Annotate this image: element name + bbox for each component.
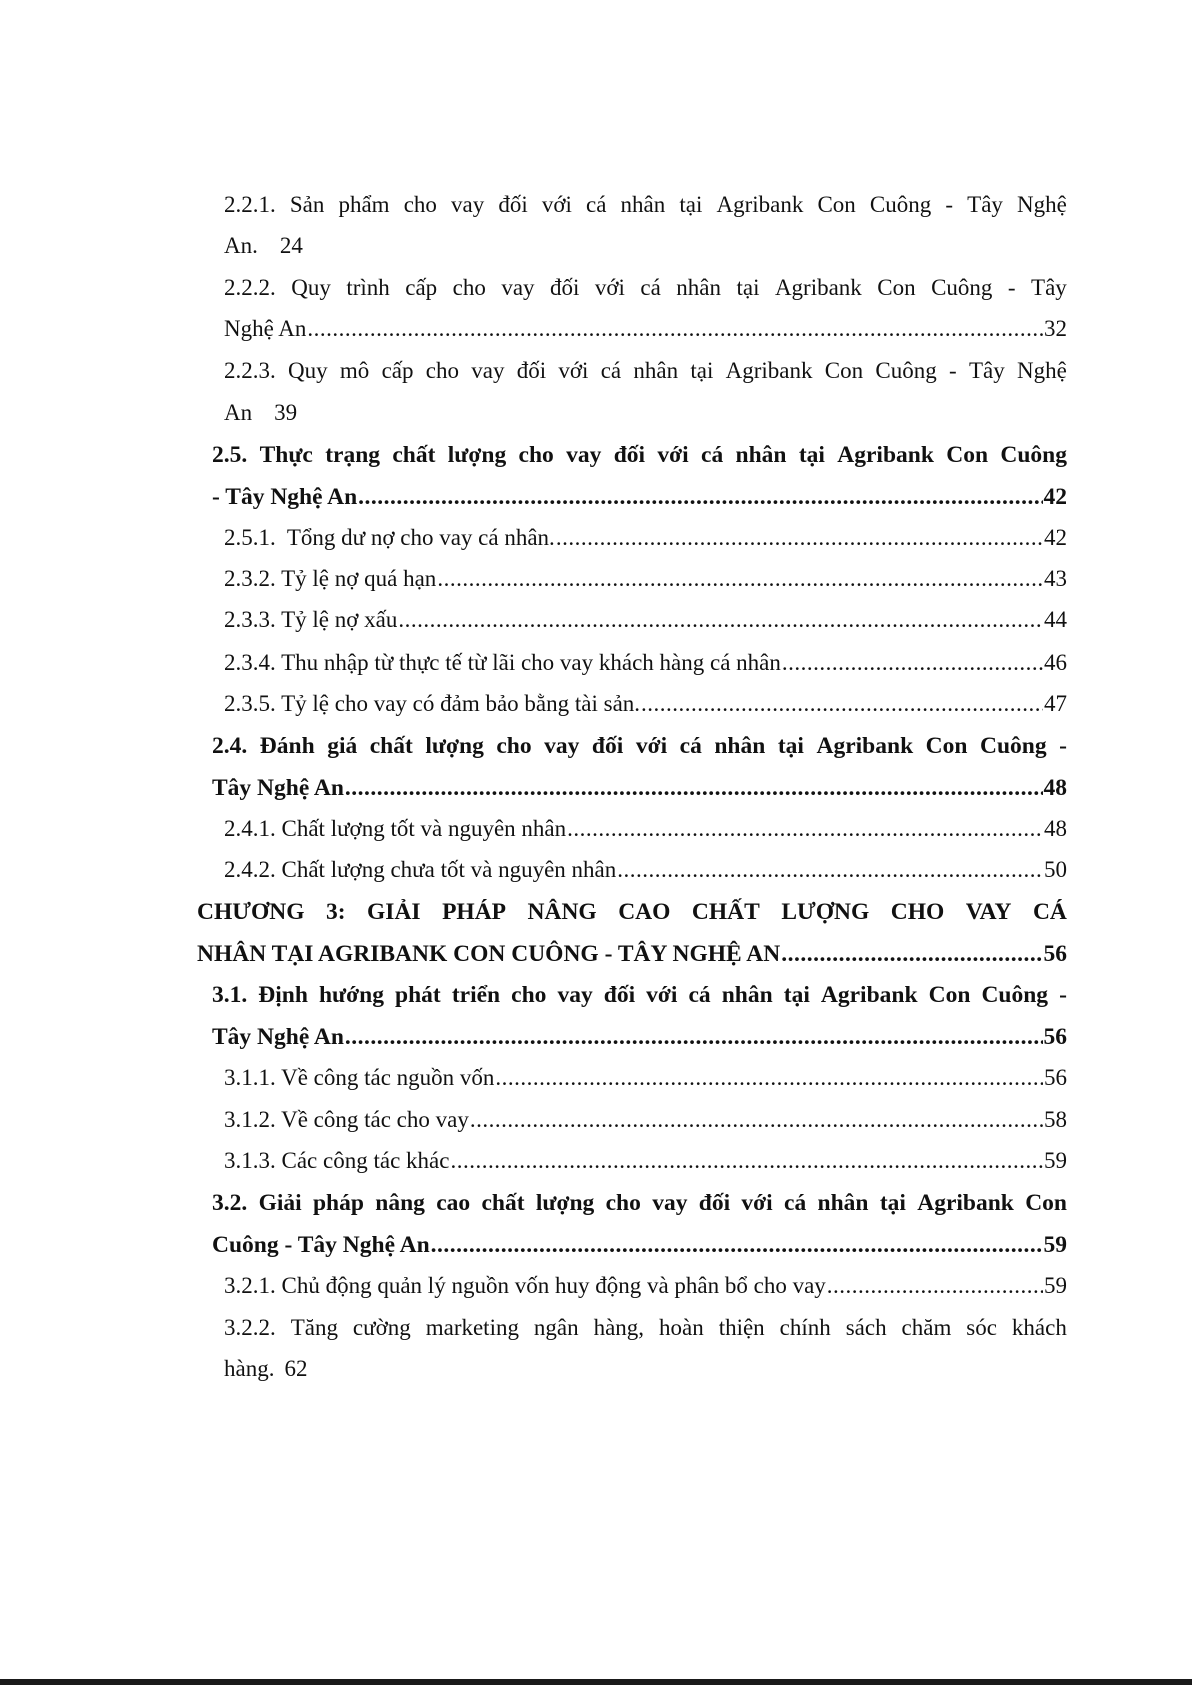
dot-leader (345, 1022, 1043, 1052)
toc-entry-3-2-2-line2[interactable] (224, 1354, 1067, 1384)
toc-section-2-5-line1[interactable] (212, 440, 1067, 470)
toc-word: 3.2. (212, 1190, 248, 1216)
toc-entry-3-1-3[interactable] (224, 1146, 1067, 1176)
toc-word: Cuông (1000, 442, 1067, 468)
toc-word: nhân (735, 442, 787, 468)
toc-word: chất (392, 442, 436, 468)
toc-word: giá (327, 733, 358, 759)
toc-word: Con (817, 192, 856, 217)
toc-entry-text: Cuông - Tây Nghệ An (212, 1232, 430, 1258)
toc-word: Con (1025, 1190, 1067, 1216)
toc-word: nhân (721, 982, 773, 1008)
toc-page-number: 47 (1044, 691, 1067, 716)
toc-word: chất (369, 733, 413, 759)
toc-word: Nghệ (1016, 358, 1067, 383)
dot-leader (437, 564, 1043, 594)
toc-entry-2-4-2[interactable] (224, 855, 1067, 885)
toc-word: cá (586, 192, 607, 217)
toc-word: tại (783, 982, 810, 1008)
toc-entry-2-5-1[interactable] (224, 523, 1067, 553)
toc-word: với (635, 733, 668, 759)
toc-page-number: 43 (1044, 566, 1067, 591)
toc-word: khách (1011, 1315, 1067, 1340)
dot-leader (617, 855, 1043, 885)
toc-section-3-2-line1[interactable] (212, 1188, 1067, 1218)
toc-page-number: 32 (1044, 316, 1067, 341)
toc-word: Agribank (820, 982, 918, 1008)
toc-word: với (558, 358, 589, 383)
toc-page-number: 44 (1044, 607, 1067, 632)
toc-word: CHẤT (691, 899, 760, 925)
toc-word: cấp (381, 358, 414, 383)
toc-entry-text: An. (224, 233, 258, 258)
toc-word: đối (613, 442, 646, 468)
toc-word: tại (879, 1190, 906, 1216)
toc-entry-text: Tây Nghệ An (212, 1024, 344, 1050)
toc-word: Agribank (725, 358, 813, 383)
toc-word: triển (451, 982, 501, 1008)
toc-word: vay (544, 733, 580, 759)
toc-page-number: 46 (1044, 650, 1067, 675)
toc-entry-text: Nghệ An (224, 316, 307, 341)
toc-word: pháp (312, 1190, 364, 1216)
toc-word: cá (701, 442, 724, 468)
toc-word: 2.2.2. (224, 275, 276, 300)
toc-word: Con (925, 733, 968, 759)
toc-word: Tây (968, 358, 1005, 383)
toc-page-number: 59 (1044, 1148, 1067, 1173)
toc-section-2-5-line2[interactable] (212, 482, 1067, 512)
toc-entry-text: - Tây Nghệ An (212, 484, 358, 510)
toc-word: Tây (967, 192, 1003, 217)
dot-leader (567, 814, 1043, 844)
toc-word: marketing (425, 1315, 519, 1340)
toc-word: LƯỢNG (781, 899, 870, 925)
toc-word: cho (518, 442, 554, 468)
toc-entry-text: 2.3.4. Thu nhập từ thực tế từ lãi cho vay khách hàng cá nhân (224, 650, 781, 675)
toc-word: vay (471, 358, 505, 383)
toc-word: cho (511, 982, 547, 1008)
toc-word: 3: (325, 899, 346, 925)
toc-word: Quy (291, 275, 331, 300)
toc-section-3-1-line1[interactable] (212, 980, 1067, 1010)
toc-page-number: 48 (1043, 775, 1067, 801)
toc-entry-2-2-2-line2[interactable] (224, 314, 1067, 344)
toc-entry-3-2-2-line1[interactable] (224, 1313, 1067, 1343)
toc-word: Cuông (875, 358, 937, 383)
toc-word: với (594, 275, 625, 300)
toc-word: với (741, 1190, 773, 1216)
toc-page-number: 56 (1044, 1065, 1067, 1090)
toc-word: GIẢI (367, 899, 421, 925)
dot-leader (782, 648, 1043, 678)
toc-word: tại (690, 358, 714, 383)
toc-word: cho (605, 1190, 641, 1216)
toc-word: Cuông (931, 275, 993, 300)
toc-word: Giải (258, 1190, 302, 1216)
toc-word: Con (877, 275, 916, 300)
toc-word: 3.1. (212, 982, 248, 1008)
toc-word: CÁ (1032, 899, 1067, 925)
toc-word: trình (346, 275, 390, 300)
toc-entry-text: 2.4.1. Chất lượng tốt và nguyên nhân (224, 816, 567, 841)
toc-section-3-2-line2[interactable] (212, 1230, 1067, 1260)
toc-word: lượng (535, 1190, 595, 1216)
toc-chapter-3-line1[interactable] (197, 897, 1067, 927)
toc-page-number: 62 (284, 1356, 308, 1381)
toc-word: Agribank (837, 442, 934, 468)
toc-entry-text: Tây Nghệ An (212, 775, 344, 801)
toc-word: cho (452, 275, 486, 300)
toc-word: 2.2.1. (224, 192, 276, 217)
toc-word: Agribank (816, 733, 914, 759)
toc-word: mô (339, 358, 370, 383)
toc-entry-text: 2.3.5. Tỷ lệ cho vay có đảm bảo bằng tài sản. (224, 691, 641, 716)
toc-word: Cuông (869, 192, 932, 217)
toc-word: CAO (618, 899, 671, 925)
toc-word: Định (258, 982, 308, 1008)
toc-word: Sản (289, 192, 325, 217)
toc-word: nhân (714, 733, 766, 759)
toc-word: cho (496, 733, 532, 759)
toc-word: phát (395, 982, 441, 1008)
toc-word: nhân (633, 358, 679, 383)
toc-page-number: 42 (1044, 525, 1067, 550)
toc-word: Con (946, 442, 989, 468)
toc-entry-text: 3.1.1. Về công tác nguồn vốn (224, 1065, 495, 1090)
toc-entry-3-1-1[interactable] (224, 1063, 1067, 1093)
toc-word: thiện (718, 1315, 765, 1340)
toc-word: vay (451, 192, 485, 217)
toc-entry-2-3-2[interactable] (224, 564, 1067, 594)
toc-entry-2-3-5[interactable] (224, 689, 1067, 719)
toc-entry-2-3-3[interactable] (224, 605, 1067, 635)
toc-word: tại (777, 733, 804, 759)
toc-word: phẩm (338, 192, 390, 217)
dot-leader (470, 1105, 1043, 1135)
toc-word: cấp (405, 275, 438, 300)
toc-page-number: 58 (1044, 1107, 1067, 1132)
dot-leader (358, 482, 1042, 512)
toc-entry-2-2-1-line2[interactable] (224, 231, 1067, 261)
toc-entry-text: 3.2.1. Chủ động quản lý nguồn vốn huy động và phân bổ cho vay (224, 1273, 826, 1298)
toc-entry-2-2-2-line1[interactable] (224, 273, 1067, 303)
toc-entry-text: hàng. (224, 1356, 275, 1381)
toc-word: Agribank (774, 275, 862, 300)
toc-word: nhân (676, 275, 721, 300)
toc-word: vay (501, 275, 535, 300)
toc-word: Agribank (716, 192, 804, 217)
toc-page-number: 50 (1044, 857, 1067, 882)
toc-word: Tăng (290, 1315, 338, 1340)
toc-page-number: 48 (1044, 816, 1067, 841)
dot-leader (431, 1230, 1043, 1260)
toc-word: - (945, 192, 954, 217)
toc-entry-2-2-3-line1[interactable] (224, 356, 1067, 386)
toc-word: vay (566, 442, 602, 468)
toc-word: chất (481, 1190, 525, 1216)
toc-entry-text: 2.3.3. Tỷ lệ nợ xấu (224, 607, 398, 632)
toc-word: Con (824, 358, 864, 383)
toc-word: hàng, (593, 1315, 645, 1340)
toc-word: đối (498, 192, 528, 217)
toc-word: tại (679, 192, 703, 217)
toc-word: 2.5. (212, 442, 248, 468)
toc-word: - (1059, 982, 1067, 1008)
toc-word: cường (352, 1315, 411, 1340)
toc-entry-text: An (224, 400, 253, 425)
toc-word: ngân (533, 1315, 579, 1340)
toc-word: Con (928, 982, 971, 1008)
toc-word: với (541, 192, 572, 217)
toc-entry-text: 3.1.2. Về công tác cho vay (224, 1107, 469, 1132)
toc-word: - (949, 358, 957, 383)
toc-word: lượng (447, 442, 507, 468)
toc-word: đối (603, 982, 636, 1008)
toc-chapter-3-line2[interactable] (197, 939, 1067, 969)
dot-leader (781, 939, 1042, 969)
toc-entry-text: 3.1.3. Các công tác khác (224, 1148, 450, 1173)
dot-leader (398, 605, 1043, 635)
toc-page-number: 59 (1044, 1273, 1067, 1298)
dot-leader (827, 1271, 1043, 1301)
toc-entry-2-2-1-line1[interactable] (224, 190, 1067, 220)
toc-section-3-1-line2[interactable] (212, 1022, 1067, 1052)
toc-word: tại (736, 275, 760, 300)
toc-page-number: 59 (1043, 1232, 1067, 1258)
toc-word: sóc (966, 1315, 997, 1340)
toc-word: lượng (425, 733, 484, 759)
toc-entry-3-2-1[interactable] (224, 1271, 1067, 1301)
toc-entry-text: 2.5.1. Tổng dư nợ cho vay cá nhân. (224, 525, 555, 550)
toc-entry-text: 2.4.2. Chất lượng chưa tốt và nguyên nhân (224, 857, 617, 882)
toc-word: sách (845, 1315, 887, 1340)
toc-word: tại (798, 442, 825, 468)
toc-word: đối (591, 733, 624, 759)
toc-word: cá (679, 733, 702, 759)
toc-word: cá (600, 358, 622, 383)
toc-word: Nghệ (1017, 192, 1067, 217)
toc-word: trạng (325, 442, 381, 468)
toc-entry-3-1-2[interactable] (224, 1105, 1067, 1135)
dot-leader (641, 689, 1043, 719)
toc-word: cho (425, 358, 459, 383)
toc-word: Quy (288, 358, 328, 383)
toc-section-2-4-line1[interactable] (212, 731, 1067, 761)
dot-leader (450, 1146, 1043, 1176)
toc-entry-text: 2.3.2. Tỷ lệ nợ quá hạn (224, 566, 437, 591)
toc-word: - (1059, 733, 1067, 759)
toc-word: Tây (1031, 275, 1067, 300)
toc-word: 2.4. (212, 733, 248, 759)
toc-word: cao (436, 1190, 471, 1216)
toc-word: 3.2.2. (224, 1315, 276, 1340)
toc-word: Cuông (980, 733, 1047, 759)
toc-word: cá (784, 1190, 807, 1216)
toc-word: nhân (817, 1190, 869, 1216)
toc-entry-2-4-1[interactable] (224, 814, 1067, 844)
toc-word: chính (779, 1315, 831, 1340)
toc-entry-2-3-4[interactable] (224, 648, 1067, 678)
toc-entry-2-2-3-line2[interactable] (224, 398, 1067, 428)
toc-word: chăm (901, 1315, 952, 1340)
toc-word: vay (652, 1190, 688, 1216)
toc-page-number: 56 (1043, 941, 1067, 967)
toc-word: đối (550, 275, 580, 300)
bottom-edge-bar (0, 1679, 1192, 1685)
toc-word: vay (557, 982, 593, 1008)
toc-page-number: 42 (1043, 484, 1067, 510)
dot-leader (495, 1063, 1043, 1093)
toc-word: cá (688, 982, 711, 1008)
toc-section-2-4-line2[interactable] (212, 773, 1067, 803)
toc-word: CHƯƠNG (197, 899, 305, 925)
toc-page-number: 56 (1043, 1024, 1067, 1050)
toc-word: nhân (620, 192, 666, 217)
toc-page-number: 39 (274, 400, 298, 425)
dot-leader (307, 314, 1043, 344)
toc-word: Thực (259, 442, 313, 468)
toc-word: VAY (965, 899, 1012, 925)
toc-word: CHO (890, 899, 945, 925)
toc-word: đối (698, 1190, 731, 1216)
toc-word: hoàn (659, 1315, 704, 1340)
dot-leader (556, 523, 1043, 553)
toc-page-number: 24 (279, 233, 303, 258)
toc-word: hướng (318, 982, 384, 1008)
toc-word: - (1007, 275, 1016, 300)
toc-word: NÂNG (527, 899, 597, 925)
toc-entry-text: NHÂN TẠI AGRIBANK CON CUÔNG - TÂY NGHỆ AN (197, 941, 781, 967)
toc-word: với (657, 442, 689, 468)
toc-word: PHÁP (442, 899, 507, 925)
toc-word: với (646, 982, 678, 1008)
toc-word: đối (516, 358, 547, 383)
toc-word: nâng (375, 1190, 425, 1216)
toc-word: Agribank (917, 1190, 1014, 1216)
toc-word: Đánh (259, 733, 315, 759)
dot-leader (345, 773, 1043, 803)
toc-word: Cuông (981, 982, 1049, 1008)
toc-word: 2.2.3. (224, 358, 276, 383)
toc-word: cho (403, 192, 437, 217)
toc-word: cá (640, 275, 661, 300)
